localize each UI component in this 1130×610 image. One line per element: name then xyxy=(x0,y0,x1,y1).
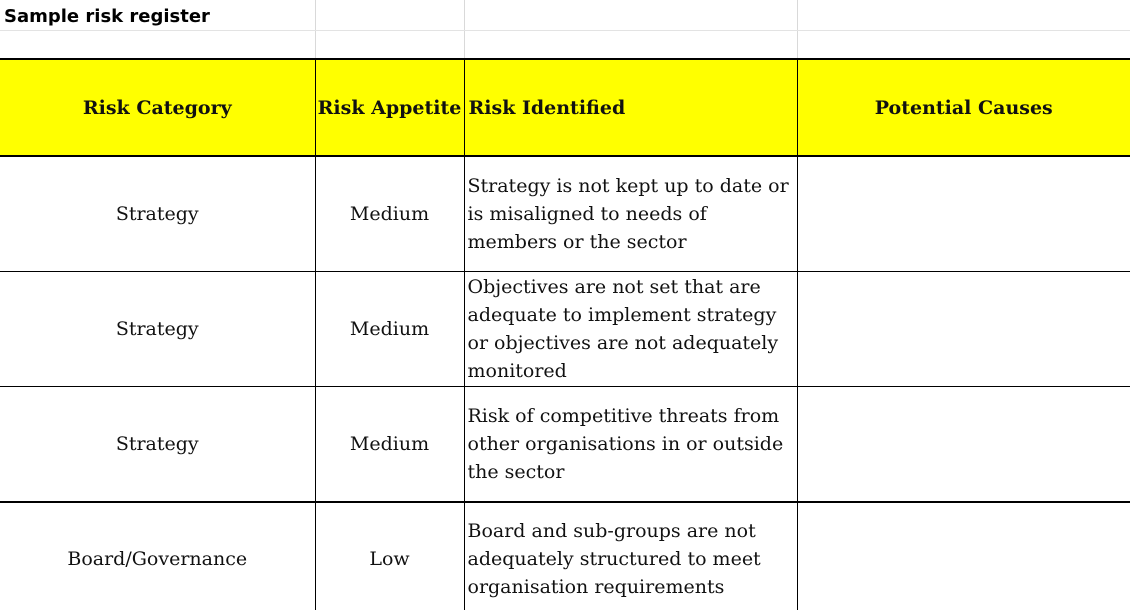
header-risk-appetite[interactable]: Risk Appetite xyxy=(315,59,464,156)
table-row xyxy=(0,156,1130,272)
risk-appetite-cell[interactable]: Low xyxy=(315,502,464,610)
risk-appetite-cell[interactable]: Medium xyxy=(315,156,464,272)
header-potential-causes[interactable]: Potential Causes xyxy=(797,59,1130,156)
table-row xyxy=(0,272,1130,387)
header-row xyxy=(0,59,1130,156)
risk-register-table xyxy=(0,58,1130,610)
risk-appetite-cell[interactable]: Medium xyxy=(315,272,464,387)
risk-identified-cell[interactable]: Board and sub-groups are not adequately structured to meet organisation requirements xyxy=(464,502,797,610)
potential-causes-cell[interactable] xyxy=(797,156,1130,272)
header-risk-category[interactable]: Risk Category xyxy=(0,59,315,156)
risk-identified-cell[interactable]: Objectives are not set that are adequate to implement strategy or objectives are not adequately monitored xyxy=(464,272,797,387)
table-row xyxy=(0,502,1130,610)
risk-category-cell[interactable]: Board/Governance xyxy=(0,502,315,610)
row-gridline xyxy=(0,30,1130,31)
risk-category-cell[interactable]: Strategy xyxy=(0,156,315,272)
header-risk-identified[interactable]: Risk Identified xyxy=(464,59,797,156)
potential-causes-cell[interactable] xyxy=(797,272,1130,387)
risk-category-cell[interactable]: Strategy xyxy=(0,387,315,503)
risk-appetite-cell[interactable]: Medium xyxy=(315,387,464,503)
risk-identified-cell[interactable]: Strategy is not kept up to date or is misaligned to needs of members or the sector xyxy=(464,156,797,272)
potential-causes-cell[interactable] xyxy=(797,387,1130,503)
risk-identified-cell[interactable]: Risk of competitive threats from other organisations in or outside the sector xyxy=(464,387,797,503)
sheet-title-cell[interactable]: Sample risk register xyxy=(4,6,210,27)
potential-causes-cell[interactable] xyxy=(797,502,1130,610)
table-row xyxy=(0,387,1130,503)
risk-category-cell[interactable]: Strategy xyxy=(0,272,315,387)
